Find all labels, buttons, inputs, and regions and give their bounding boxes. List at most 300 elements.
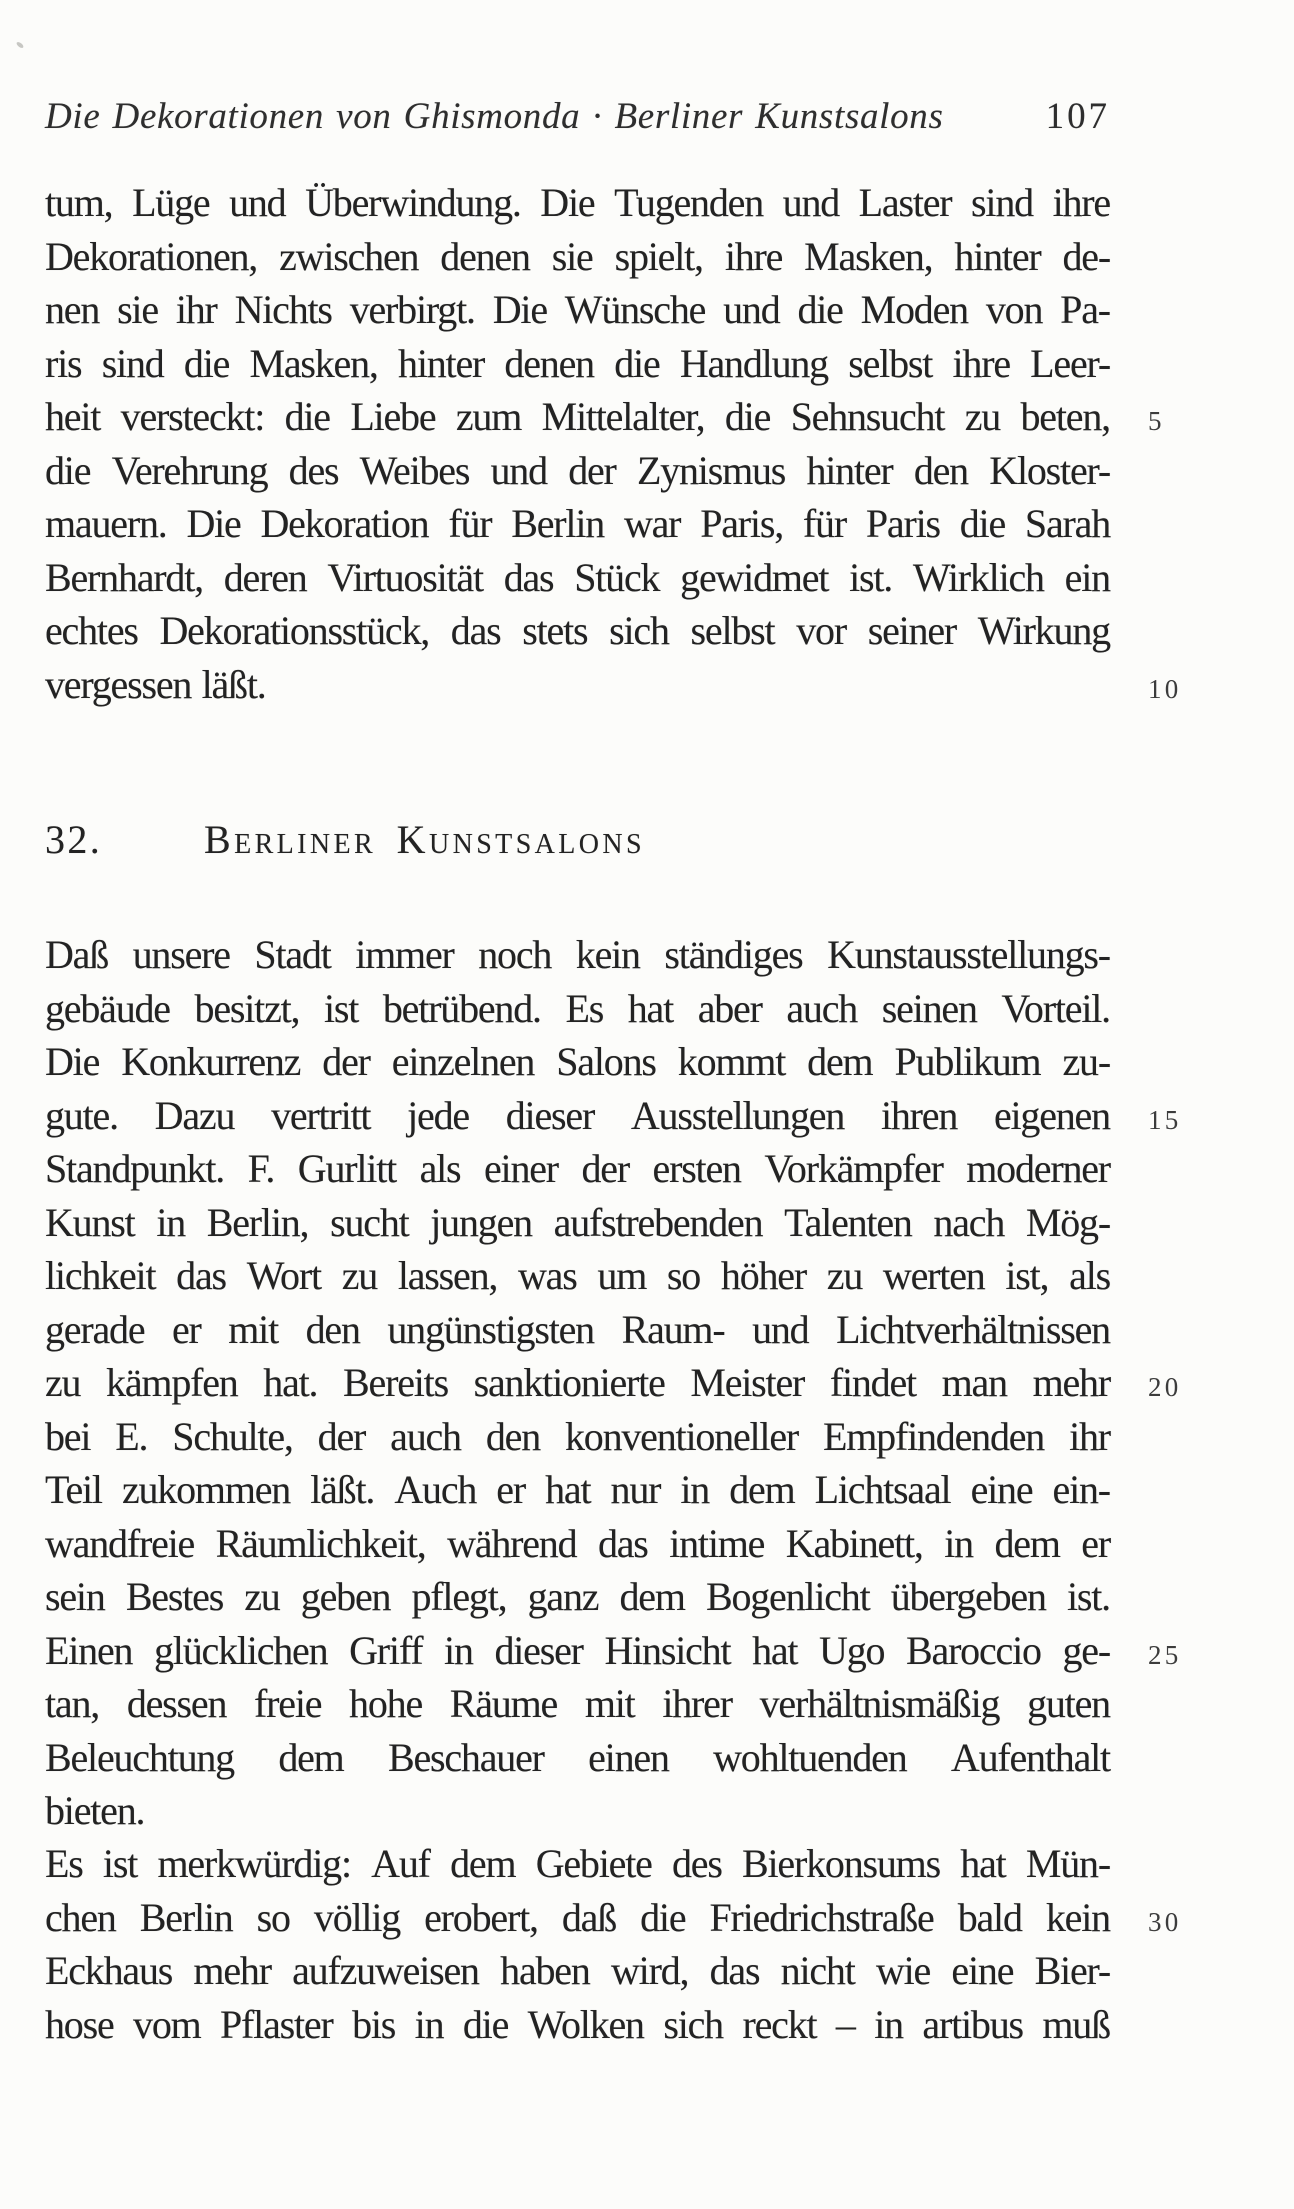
word: bieten. (45, 1788, 145, 1833)
word: mit (584, 1681, 635, 1726)
word: während (447, 1520, 577, 1566)
word: gebäude (45, 985, 170, 1031)
word: nicht (780, 1948, 855, 1993)
word: ein- (1052, 1467, 1110, 1512)
word: läßt. (201, 661, 266, 707)
text-line (45, 1517, 1110, 1571)
word: gute. (45, 1092, 118, 1138)
word: mehr (1032, 1360, 1110, 1405)
word: Eckhaus (45, 1948, 173, 1993)
word: vor (796, 608, 846, 653)
word: dieser (494, 1627, 583, 1673)
word: Mün- (1025, 1841, 1110, 1886)
word: Berlin, (206, 1199, 309, 1245)
word: die (462, 2001, 509, 2047)
word: Vorteil. (1001, 985, 1110, 1031)
word: einen (588, 1734, 669, 1780)
word: guten (1027, 1681, 1110, 1726)
word: zu (341, 1253, 378, 1298)
word: Schulte, (172, 1413, 293, 1459)
word: von (985, 287, 1043, 332)
word: – (835, 2001, 855, 2047)
word: Salons (556, 1039, 656, 1084)
word: hinter (806, 447, 893, 493)
word: hat (960, 1841, 1006, 1886)
text-line (45, 1463, 1110, 1517)
word: ersten (652, 1146, 741, 1191)
word: die (284, 394, 330, 439)
word: Bereits (343, 1360, 448, 1405)
text-line (45, 982, 1110, 1036)
word: nach (933, 1199, 1005, 1245)
word: zu- (1062, 1039, 1110, 1084)
word: Dekoration (260, 501, 429, 546)
word: Nichts (234, 287, 332, 332)
word: hinter (954, 233, 1041, 279)
word: das (176, 1253, 226, 1298)
word: bis (352, 2001, 396, 2047)
word: zum (455, 394, 522, 439)
word: als (1069, 1253, 1110, 1298)
section-number: 32. (45, 817, 103, 862)
word: Sehnsucht (790, 394, 945, 439)
word: unsere (132, 932, 230, 977)
word: Wirklich (912, 554, 1044, 600)
word: einer (483, 1146, 558, 1191)
word: muß (1042, 2001, 1110, 2047)
text-line (45, 1410, 1110, 1464)
word: hat (752, 1627, 798, 1673)
word: er (496, 1467, 525, 1512)
word: die (614, 340, 660, 386)
word: auch (390, 1413, 461, 1459)
word: übergeben (890, 1574, 1046, 1619)
line-number: 25 (1148, 1639, 1182, 1670)
word: selbst (848, 340, 933, 386)
word: völlig (313, 1894, 401, 1940)
word: betrübend. (382, 985, 541, 1031)
word: dem (729, 1467, 795, 1512)
word: versteckt: (120, 394, 265, 439)
word: Masken, (249, 340, 378, 386)
word: ist (324, 985, 359, 1031)
word: mauern. (45, 501, 167, 546)
word: echtes (45, 608, 138, 653)
text-line (45, 444, 1110, 498)
text-line (45, 283, 1110, 337)
word: Moden (860, 287, 968, 332)
word: der (322, 1039, 370, 1084)
word: sie (117, 287, 158, 332)
word: ist. (1066, 1574, 1110, 1619)
word: Talenten (784, 1199, 912, 1245)
word: Bier- (1034, 1948, 1110, 1993)
word: Bierkonsums (742, 1841, 940, 1886)
text-line (45, 1035, 1110, 1089)
word: ungünstigsten (387, 1306, 594, 1352)
word: ihre (724, 233, 783, 279)
word: Beleuchtung (45, 1734, 234, 1780)
word: des (671, 1841, 722, 1886)
word: ihrer (662, 1681, 732, 1726)
word: zwischen (279, 233, 419, 279)
word: pflegt, (411, 1574, 507, 1619)
word: freie (254, 1681, 322, 1726)
text-line (45, 604, 1110, 658)
word: ein (1064, 554, 1110, 600)
word: das (597, 1520, 648, 1566)
word: zu (826, 1253, 863, 1298)
word: Baroccio (906, 1627, 1041, 1673)
word: moderner (966, 1146, 1110, 1191)
word: erobert, (424, 1894, 538, 1940)
word: zu (244, 1574, 280, 1619)
text-line (45, 1731, 1110, 1785)
word: Hinsicht (604, 1627, 731, 1673)
word: in (680, 1467, 710, 1512)
word: die (724, 394, 771, 439)
text-line (45, 1570, 1110, 1624)
word: ist, (1005, 1253, 1049, 1298)
word: sich (663, 2001, 723, 2047)
word: der (581, 1146, 629, 1191)
word: Wirkung (977, 608, 1110, 653)
word: gewidmet (680, 554, 829, 600)
word: Aufenthalt (950, 1734, 1110, 1780)
word: Kunst (45, 1199, 135, 1245)
word: Berlin (511, 501, 605, 546)
word: Räume (449, 1681, 558, 1726)
word: so (256, 1894, 290, 1940)
word: Mittelalter, (541, 394, 705, 439)
text-line (45, 928, 1110, 982)
word: Die (540, 180, 595, 225)
word: Liebe (350, 394, 436, 439)
word: denen (440, 233, 530, 279)
word: vertritt (271, 1092, 371, 1138)
word: eigenen (993, 1092, 1110, 1138)
word: sie (551, 233, 593, 279)
word: Griff (349, 1627, 423, 1673)
word: E. (115, 1413, 148, 1459)
word: Wort (246, 1253, 321, 1298)
word: bald (957, 1894, 1022, 1940)
word: Verehrung (111, 447, 268, 493)
word: hat (545, 1467, 591, 1512)
word: mit (228, 1306, 279, 1352)
text-line (45, 230, 1110, 284)
word: Auch (394, 1467, 477, 1512)
word: und (229, 180, 286, 225)
word: und (752, 1306, 809, 1352)
word: was (518, 1253, 577, 1298)
word: geben (300, 1574, 391, 1619)
word: die (45, 447, 91, 493)
word: glücklichen (154, 1627, 328, 1673)
word: den (305, 1306, 360, 1352)
word: sind (971, 180, 1033, 225)
word: tum, (45, 180, 113, 225)
text-line (45, 1089, 1182, 1143)
word: dem (619, 1574, 685, 1619)
word: ihr (175, 287, 217, 332)
paragraph-1 (45, 176, 1182, 711)
line-number: 10 (1148, 673, 1182, 704)
word: der (568, 447, 616, 493)
running-head: Die Dekorationen von Ghismonda · Berliner Kunstsalons (45, 96, 944, 137)
word: um (597, 1253, 647, 1298)
text-line (45, 497, 1110, 551)
word: vergessen (45, 661, 192, 707)
word: Lichtverhältnissen (836, 1306, 1110, 1352)
word: Wünsche (564, 287, 706, 332)
text-line (45, 1891, 1182, 1945)
word: Friedrichstraße (709, 1894, 934, 1940)
word: Gurlitt (297, 1146, 397, 1191)
word: selbst (690, 608, 775, 653)
word: Handlung (679, 340, 828, 386)
word: Es (45, 1841, 83, 1886)
word: hohe (349, 1681, 423, 1726)
word: kein (575, 932, 640, 977)
word: Ausstellungen (630, 1092, 845, 1138)
word: man (941, 1360, 1007, 1405)
word: Wolken (527, 2001, 644, 2047)
word: mehr (193, 1948, 271, 1993)
word: die (183, 340, 230, 386)
word: wandfreie (45, 1520, 195, 1566)
word: Räumlichkeit, (215, 1520, 426, 1566)
paragraph-2 (45, 928, 1182, 1838)
word: Pflaster (220, 2001, 333, 2047)
text-line (45, 1677, 1110, 1731)
word: noch (478, 932, 552, 977)
word: wird, (610, 1948, 689, 1993)
word: bei (45, 1413, 91, 1459)
word: deren (223, 554, 307, 600)
text-line (45, 1944, 1110, 1998)
word: ist. (849, 554, 893, 600)
word: und (723, 287, 780, 332)
word: Lüge (132, 180, 210, 225)
word: Standpunkt. (45, 1146, 225, 1191)
text-line (45, 658, 1182, 712)
word: chen (45, 1894, 116, 1940)
word: Raum- (621, 1306, 725, 1352)
word: den (485, 1413, 540, 1459)
word: Tugenden (614, 180, 764, 225)
text-line (45, 1249, 1110, 1303)
word: das (709, 1948, 760, 1993)
word: für (802, 501, 846, 546)
word: artibus (922, 2001, 1023, 2047)
word: die (959, 501, 1006, 546)
word: ris (45, 340, 82, 386)
word: nen (45, 287, 100, 332)
word: immer (355, 932, 454, 977)
word: Virtuosität (327, 554, 483, 600)
text-line (45, 1998, 1110, 2052)
word: aufzuweisen (292, 1948, 479, 1993)
word: Vorkämpfer (764, 1146, 943, 1191)
word: findet (829, 1360, 916, 1405)
word: in (156, 1199, 186, 1245)
word: dem (450, 1841, 516, 1886)
word: auch (786, 985, 858, 1031)
word: eine (970, 1467, 1033, 1512)
text-line (45, 337, 1110, 391)
word: sind (101, 340, 164, 386)
word: Teil (45, 1467, 102, 1512)
text-line (45, 1784, 1110, 1838)
word: Stück (574, 554, 660, 600)
page-number: 107 (1045, 96, 1110, 137)
word: in (944, 1520, 973, 1566)
word: gerade (45, 1306, 145, 1352)
word: er (1081, 1520, 1110, 1566)
word: ihre (1052, 180, 1110, 225)
word: Lichtsaal (814, 1467, 951, 1512)
word: Paris (865, 501, 940, 546)
word: lassen, (397, 1253, 498, 1298)
word: beten, (1020, 394, 1110, 439)
word: ihren (880, 1092, 958, 1138)
word: in (444, 1627, 473, 1673)
word: Zynismus (636, 447, 786, 493)
word: jungen (430, 1199, 532, 1245)
word: merkwürdig: (157, 1841, 351, 1886)
word: sein (45, 1574, 105, 1619)
word: aufstrebenden (553, 1199, 763, 1245)
word: Publikum (894, 1039, 1041, 1084)
word: Auf (371, 1841, 430, 1886)
word: zu (964, 394, 1001, 439)
word: Leer- (1030, 340, 1110, 386)
word: besitzt, (194, 985, 300, 1031)
word: Konkurrenz (121, 1039, 301, 1084)
word: Es (565, 985, 604, 1031)
word: Berlin (139, 1894, 233, 1940)
word: dessen (126, 1681, 227, 1726)
word: war (623, 501, 681, 546)
word: Bestes (125, 1574, 224, 1619)
word: daß (561, 1894, 617, 1940)
word: Beschauer (387, 1734, 544, 1780)
word: Daß (45, 932, 109, 977)
text-line (45, 390, 1165, 444)
word: stets (522, 608, 588, 653)
word: ge- (1062, 1627, 1110, 1673)
text-line (45, 1196, 1110, 1250)
word: sanktionierte (473, 1360, 665, 1405)
word: spielt, (614, 233, 703, 279)
word: höher (720, 1253, 806, 1298)
word: sich (609, 608, 669, 653)
paragraph-3 (45, 1837, 1182, 2051)
word: F. (247, 1146, 275, 1191)
word: den (913, 447, 968, 493)
word: Meister (690, 1360, 805, 1405)
word: dem (807, 1039, 873, 1084)
word: eine (951, 1948, 1014, 1993)
word: nur (610, 1467, 661, 1512)
word: er (171, 1306, 201, 1352)
word: Einen (45, 1627, 133, 1673)
word: läßt. (310, 1467, 375, 1512)
text-line (45, 551, 1110, 605)
section-title: Berliner Kunstsalons (204, 817, 646, 862)
word: für (448, 501, 492, 546)
word: denen (504, 340, 594, 386)
word: und (490, 447, 547, 493)
word: haben (500, 1948, 590, 1993)
word: reckt (742, 2001, 817, 2047)
word: ist (102, 1841, 138, 1886)
text-line (45, 176, 1110, 230)
word: seinen (881, 985, 977, 1031)
word: kein (1045, 1894, 1110, 1940)
word: de- (1062, 233, 1110, 279)
word: kämpfen (106, 1360, 238, 1405)
word: Die (45, 1039, 100, 1084)
word: Pa- (1060, 287, 1110, 332)
word: das (450, 608, 501, 653)
word: sucht (330, 1199, 409, 1245)
word: Paris, (700, 501, 784, 546)
line-number: 30 (1148, 1906, 1182, 1937)
word: zukommen (121, 1467, 291, 1512)
word: ganz (527, 1574, 599, 1619)
text-line (45, 1837, 1110, 1891)
word: lichkeit (45, 1253, 156, 1298)
word: dieser (505, 1092, 595, 1138)
word: und (782, 180, 840, 225)
word: Empfindenden (823, 1413, 1045, 1459)
word: Kloster- (989, 447, 1110, 493)
word: Kunstausstellungs- (827, 932, 1110, 977)
word: hat (627, 985, 674, 1031)
word: Masken, (804, 233, 933, 279)
line-number: 5 (1148, 406, 1165, 436)
line-number: 20 (1148, 1372, 1182, 1402)
word: jede (407, 1092, 469, 1138)
word: verhältnismäßig (759, 1681, 1000, 1726)
word: Bogenlicht (705, 1574, 870, 1619)
section-heading (45, 818, 1110, 862)
page-header (45, 95, 1110, 138)
word: Mög- (1025, 1199, 1110, 1245)
word: Ugo (819, 1627, 885, 1673)
word: Kabinett, (785, 1520, 923, 1566)
word: hinter (398, 340, 485, 386)
word: als (419, 1146, 461, 1191)
word: intime (669, 1520, 765, 1566)
word: so (666, 1253, 701, 1298)
word: seiner (867, 608, 957, 653)
text-line (45, 1142, 1110, 1196)
word: Dekorationsstück, (159, 608, 430, 653)
word: ihr (1069, 1413, 1110, 1459)
word: Überwindung. (305, 180, 521, 225)
word: wohltuenden (713, 1734, 907, 1780)
word: einzelnen (391, 1039, 535, 1084)
word: hat. (263, 1360, 318, 1405)
word: hose (45, 2001, 114, 2047)
word: ihre (952, 340, 1010, 386)
word: Dekorationen, (45, 233, 258, 279)
word: das (503, 554, 554, 600)
word: Bernhardt, (45, 554, 203, 600)
